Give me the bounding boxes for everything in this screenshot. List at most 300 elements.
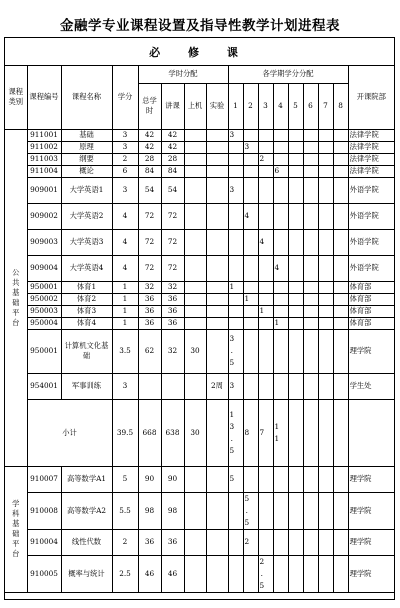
semester-credit-cell [243,317,258,329]
course-computer-hours [184,305,206,317]
subtotal-row [5,399,394,466]
subtotal-lab-hours [206,399,228,466]
semester-credit-cell [303,466,318,492]
subtotal-total-hours: 668 [138,399,161,466]
course-lab-hours: 2周 [206,373,228,399]
semester-credit-cell [318,255,333,281]
course-lab-hours [206,305,228,317]
course-lab-hours [206,492,228,529]
course-total-hours: 42 [138,129,161,141]
semester-credit-cell [333,293,348,305]
course-dept: 外语学院 [348,177,394,203]
course-lecture-hours: 84 [161,165,184,177]
semester-credit-cell [303,229,318,255]
semester-credit-cell [243,177,258,203]
course-lecture-hours: 42 [161,141,184,153]
semester-credit-cell [258,129,273,141]
curriculum-table [5,66,394,593]
header-hours-group: 学时分配 [138,66,228,83]
course-code: 911003 [27,153,61,165]
course-lab-hours [206,153,228,165]
course-lecture-hours: 72 [161,255,184,281]
semester-credit-cell: 3 [228,129,243,141]
semester-credit-cell [318,329,333,373]
semester-credit-cell [288,141,303,153]
semester-credit-cell [258,373,273,399]
semester-credit-cell: 1 [243,293,258,305]
semester-credit-cell [303,317,318,329]
semester-credit-cell [288,373,303,399]
semester-credit-cell [258,555,273,592]
course-lab-hours [206,529,228,555]
table-row [5,317,394,329]
course-credits: 3 [112,373,138,399]
course-computer-hours [184,281,206,293]
course-credits: 6 [112,165,138,177]
semester-credit-cell [273,373,288,399]
semester-credit-cell [258,281,273,293]
semester-credit-cell [273,177,288,203]
table-row [5,373,394,399]
header-semester-group: 各学期学分分配 [228,66,348,83]
semester-credit-cell [288,492,303,529]
semester-credit-cell [273,129,288,141]
course-lab-hours [206,129,228,141]
course-dept: 体育部 [348,317,394,329]
semester-credit-cell [303,305,318,317]
semester-credit-cell [288,129,303,141]
course-name: 军事训练 [61,373,112,399]
course-computer-hours [184,555,206,592]
semester-credit-cell [303,153,318,165]
course-total-hours [138,373,161,399]
course-total-hours: 36 [138,317,161,329]
course-code: 950002 [27,293,61,305]
page-title: 金融学专业课程设置及指导性教学计划进程表 [60,18,340,34]
course-code: 911001 [27,129,61,141]
course-lecture-hours [161,373,184,399]
course-computer-hours [184,293,206,305]
table-row [5,203,394,229]
header-semester: 7 [318,83,333,129]
course-name: 计算机文化基础 [61,329,112,373]
table-row [5,165,394,177]
course-total-hours: 36 [138,529,161,555]
semester-credit-cell: 1 [228,281,243,293]
header-semester: 6 [303,83,318,129]
semester-credit-cell [303,399,318,466]
course-credits: 1 [112,317,138,329]
semester-credit-cell [318,373,333,399]
semester-credit-cell [318,141,333,153]
course-lab-hours [206,203,228,229]
course-total-hours: 90 [138,466,161,492]
course-name: 线性代数 [61,529,112,555]
semester-credit-cell [318,281,333,293]
course-credits: 4 [112,255,138,281]
semester-credit-cell [228,293,243,305]
course-name: 高等数学A2 [61,492,112,529]
semester-credit-cell [333,529,348,555]
header-lecture: 讲课 [161,83,184,129]
course-lecture-hours: 36 [161,529,184,555]
semester-credit-cell [288,317,303,329]
semester-credit-cell [228,165,243,177]
semester-credit-cell [303,165,318,177]
course-total-hours: 36 [138,305,161,317]
semester-credit-cell [333,373,348,399]
semester-credit-cell [318,153,333,165]
course-code: 910008 [27,492,61,529]
course-dept: 体育部 [348,281,394,293]
course-lecture-hours: 98 [161,492,184,529]
course-dept: 法律学院 [348,141,394,153]
course-credits: 2 [112,529,138,555]
semester-credit-cell [333,165,348,177]
header-semester: 2 [243,83,258,129]
course-code: 909002 [27,203,61,229]
semester-credit-cell [273,555,288,592]
course-code: 950001 [27,329,61,373]
course-computer-hours [184,129,206,141]
course-total-hours: 42 [138,141,161,153]
course-credits: 1 [112,281,138,293]
course-computer-hours [184,153,206,165]
semester-credit-cell: 3 [228,373,243,399]
semester-credit-cell [333,317,348,329]
course-name: 大学英语2 [61,203,112,229]
header-semester: 8 [333,83,348,129]
semester-credit-cell [273,529,288,555]
course-name: 基础 [61,129,112,141]
course-name: 大学英语3 [61,229,112,255]
course-computer-hours [184,529,206,555]
course-total-hours: 62 [138,329,161,373]
semester-credit-cell: 5 [228,466,243,492]
semester-credit-cell [333,466,348,492]
course-computer-hours [184,229,206,255]
course-total-hours: 46 [138,555,161,592]
curriculum-body [5,129,394,592]
course-credits: 5 [112,466,138,492]
course-dept: 外语学院 [348,229,394,255]
subtotal-computer-hours: 30 [184,399,206,466]
semester-credit-cell: 1 [258,305,273,317]
course-dept: 外语学院 [348,255,394,281]
header-credits: 学分 [112,66,138,129]
course-lecture-hours: 72 [161,203,184,229]
semester-credit-cell [303,492,318,529]
semester-credit-cell [318,399,333,466]
semester-credit-cell [333,229,348,255]
semester-credit-cell [333,153,348,165]
course-dept: 法律学院 [348,153,394,165]
table-row [5,281,394,293]
course-dept: 体育部 [348,293,394,305]
semester-credit-cell [243,281,258,293]
semester-credit-value: 1 3 . 5 [229,409,235,455]
course-credits: 5.5 [112,492,138,529]
semester-credit-value: 2 . 5 [259,556,265,590]
semester-credit-cell [333,177,348,203]
course-dept: 理学院 [348,555,394,592]
course-lecture-hours: 72 [161,229,184,255]
course-name: 体育4 [61,317,112,329]
course-code: 950003 [27,305,61,317]
semester-credit-cell [258,165,273,177]
table-row [5,555,394,592]
semester-credit-cell [273,141,288,153]
header-dept: 开课院部 [348,66,394,129]
semester-credit-cell [258,293,273,305]
footer-divider [0,601,400,608]
course-dept: 学生处 [348,373,394,399]
course-lab-hours [206,329,228,373]
table-row [5,141,394,153]
course-total-hours: 98 [138,492,161,529]
semester-credit-cell [318,177,333,203]
course-name: 大学英语1 [61,177,112,203]
semester-credit-cell [273,399,288,466]
semester-credit-cell [258,329,273,373]
course-name: 体育2 [61,293,112,305]
course-name: 高等数学A1 [61,466,112,492]
semester-credit-cell [303,177,318,203]
semester-credit-cell [288,255,303,281]
semester-credit-cell [273,281,288,293]
semester-credit-cell [228,203,243,229]
subtotal-credits: 39.5 [112,399,138,466]
semester-credit-value: 1 1 [274,421,280,443]
semester-credit-cell [333,305,348,317]
course-name: 原理 [61,141,112,153]
semester-credit-cell [228,329,243,373]
semester-credit-cell [333,281,348,293]
semester-credit-cell [288,293,303,305]
semester-credit-cell [333,141,348,153]
semester-credit-cell [243,165,258,177]
course-computer-hours [184,203,206,229]
semester-credit-cell: 2 [243,529,258,555]
course-lecture-hours: 36 [161,293,184,305]
semester-credit-cell [258,466,273,492]
semester-credit-cell [258,141,273,153]
course-code: 909004 [27,255,61,281]
course-lab-hours [206,165,228,177]
course-computer-hours [184,177,206,203]
semester-credit-cell [258,317,273,329]
course-code: 911004 [27,165,61,177]
semester-credit-cell [288,177,303,203]
semester-credit-cell [303,293,318,305]
course-credits: 3 [112,177,138,203]
semester-credit-cell [273,293,288,305]
semester-credit-cell [273,492,288,529]
course-code: 909001 [27,177,61,203]
course-credits: 4 [112,203,138,229]
course-code: 910005 [27,555,61,592]
semester-credit-cell [333,329,348,373]
semester-credit-cell: 1 [273,317,288,329]
course-code: 910007 [27,466,61,492]
course-code: 910004 [27,529,61,555]
course-dept: 外语学院 [348,203,394,229]
course-computer-hours [184,141,206,153]
course-lecture-hours: 32 [161,329,184,373]
course-lab-hours [206,293,228,305]
table-row [5,305,394,317]
course-code: 950004 [27,317,61,329]
semester-credit-cell [273,305,288,317]
semester-credit-cell [318,492,333,529]
semester-credit-cell [318,466,333,492]
course-lecture-hours: 36 [161,317,184,329]
semester-credit-cell [258,492,273,529]
semester-credit-cell [228,255,243,281]
header-category: 课程类别 [5,66,27,129]
header-semester: 1 [228,83,243,129]
semester-credit-cell [288,466,303,492]
semester-credit-cell [273,466,288,492]
course-lab-hours [206,466,228,492]
semester-credit-cell [303,203,318,229]
course-lecture-hours: 90 [161,466,184,492]
header-computer: 上机 [184,83,206,129]
table-row [5,466,394,492]
semester-credit-cell [333,492,348,529]
semester-credit-cell [273,203,288,229]
header-code: 课程编号 [27,66,61,129]
table-row [5,153,394,165]
semester-credit-cell [318,165,333,177]
semester-credit-cell [318,129,333,141]
semester-credit-cell [318,529,333,555]
semester-credit-cell [273,153,288,165]
semester-credit-cell [318,305,333,317]
table-row [5,329,394,373]
section-banner: 必 修 课 [5,38,394,66]
table-row [5,255,394,281]
semester-credit-cell [303,141,318,153]
semester-credit-cell [258,255,273,281]
header-semester: 5 [288,83,303,129]
course-computer-hours [184,255,206,281]
semester-credit-cell [333,203,348,229]
semester-credit-cell [243,255,258,281]
semester-credit-cell [288,399,303,466]
course-lecture-hours: 42 [161,129,184,141]
table-row [5,177,394,203]
semester-credit-cell [228,492,243,529]
semester-credit-cell [333,555,348,592]
semester-credit-cell [228,141,243,153]
semester-credit-cell [243,492,258,529]
semester-credit-cell: 2 [258,153,273,165]
course-computer-hours: 30 [184,329,206,373]
course-computer-hours [184,373,206,399]
semester-credit-cell [228,529,243,555]
semester-credit-cell [318,229,333,255]
semester-credit-cell [273,229,288,255]
curriculum-sheet [4,37,395,600]
header-lab: 实验 [206,83,228,129]
header-total-hours: 总学时 [138,83,161,129]
subtotal-label: 小计 [27,399,112,466]
semester-credit-cell [303,555,318,592]
semester-credit-cell: 3 [228,177,243,203]
semester-credit-cell [228,229,243,255]
course-lab-hours [206,317,228,329]
course-lab-hours [206,555,228,592]
course-name: 体育3 [61,305,112,317]
semester-credit-cell [243,555,258,592]
course-dept: 法律学院 [348,165,394,177]
course-dept: 理学院 [348,529,394,555]
semester-credit-cell [303,529,318,555]
semester-credit-cell: 4 [273,255,288,281]
course-credits: 1 [112,293,138,305]
table-row [5,229,394,255]
semester-credit-cell [228,555,243,592]
course-lecture-hours: 28 [161,153,184,165]
course-lecture-hours: 46 [161,555,184,592]
course-total-hours: 28 [138,153,161,165]
semester-credit-cell [243,373,258,399]
course-lab-hours [206,229,228,255]
subtotal-lecture-hours: 638 [161,399,184,466]
course-dept: 理学院 [348,492,394,529]
course-credits: 2.5 [112,555,138,592]
semester-credit-cell [228,399,243,466]
semester-credit-cell [288,329,303,373]
course-credits: 1 [112,305,138,317]
course-total-hours: 36 [138,293,161,305]
course-computer-hours [184,317,206,329]
course-dept: 理学院 [348,329,394,373]
semester-credit-cell [288,165,303,177]
course-dept: 体育部 [348,305,394,317]
course-code: 950001 [27,281,61,293]
semester-credit-cell [318,203,333,229]
course-code: 954001 [27,373,61,399]
course-credits: 4 [112,229,138,255]
course-total-hours: 72 [138,255,161,281]
semester-credit-cell [288,281,303,293]
course-dept: 法律学院 [348,129,394,141]
semester-credit-cell [243,229,258,255]
semester-credit-cell [228,305,243,317]
course-name: 纲要 [61,153,112,165]
semester-credit-cell [288,203,303,229]
course-lecture-hours: 54 [161,177,184,203]
course-code: 911002 [27,141,61,153]
course-credits: 3 [112,141,138,153]
course-credits: 3.5 [112,329,138,373]
semester-credit-cell [318,317,333,329]
course-total-hours: 84 [138,165,161,177]
semester-credit-cell: 6 [273,165,288,177]
platform-label: 公 共 基 础 平 台 [5,129,27,466]
semester-credit-cell: 3 [243,141,258,153]
semester-credit-cell [243,466,258,492]
course-name: 大学英语4 [61,255,112,281]
semester-credit-cell [228,153,243,165]
course-lab-hours [206,141,228,153]
course-computer-hours [184,466,206,492]
semester-credit-cell: 7 [258,399,273,466]
semester-credit-cell [333,129,348,141]
course-lab-hours [206,255,228,281]
